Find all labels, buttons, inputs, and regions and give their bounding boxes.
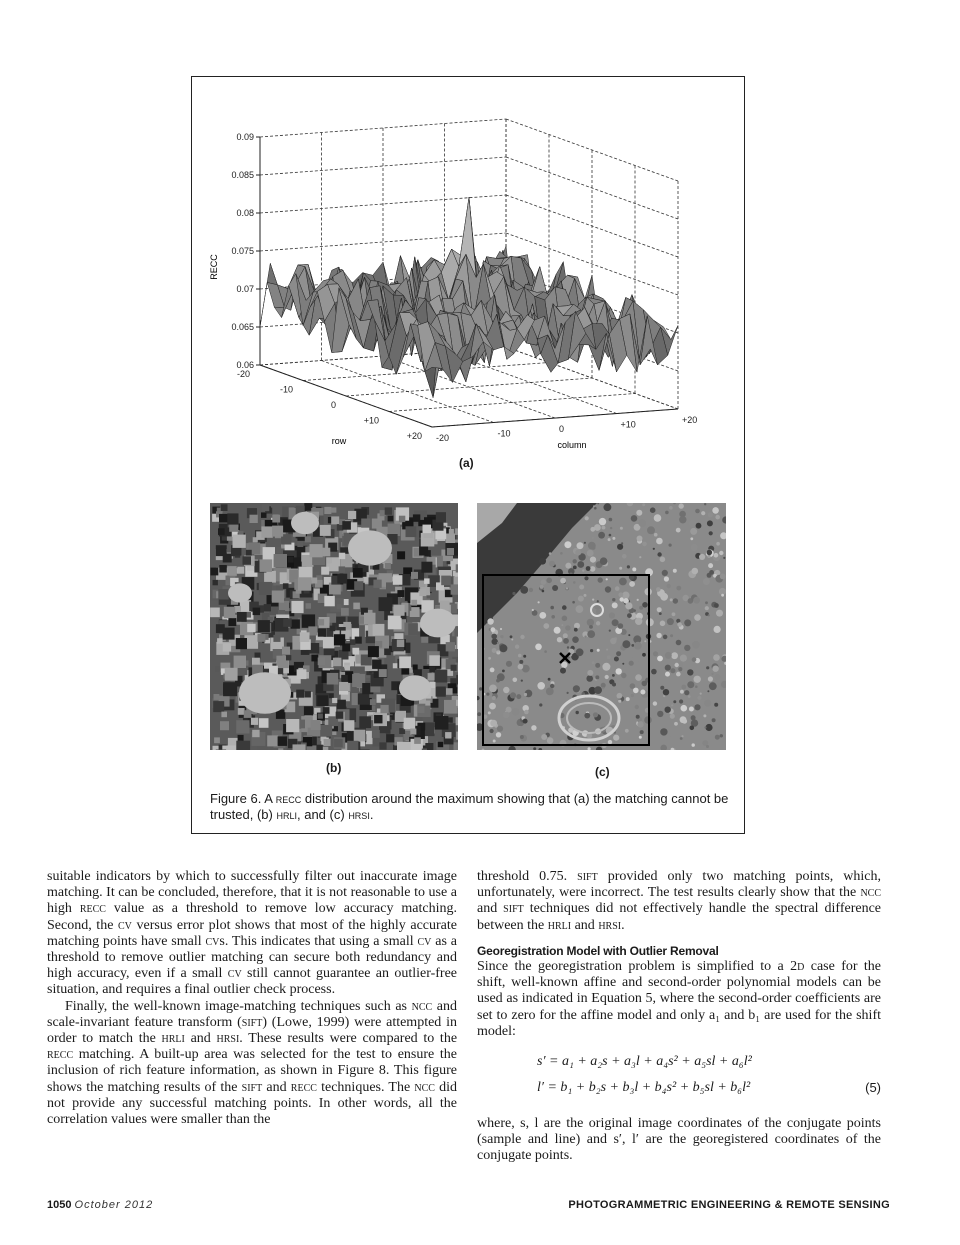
row-tick-label: +10 — [363, 415, 379, 426]
row-tick-label: +20 — [406, 431, 422, 441]
paragraph: Since the georegistration problem is simplified to a 2d case for the shift, well-known affine and second-order polynomial models can be used as indicated in Equation 5, where the second-order coefficients are set to zero for the affine model and only a₁ and b₁ are used for the shift model: — [477, 959, 882, 1039]
column-tick-label: +10 — [620, 419, 636, 430]
z-tick-label: 0.08 — [236, 208, 254, 218]
row-tick-label: 0 — [330, 400, 336, 410]
hrsi-image — [477, 503, 726, 750]
column-axis-label: column — [557, 440, 587, 450]
journal-name: PHOTOGRAMMETRIC ENGINEERING & REMOTE SENSING — [568, 1199, 890, 1211]
surface-mesh — [260, 197, 678, 398]
subfigure-b-label: (b) — [326, 761, 342, 775]
equation-5 — [477, 1048, 881, 1110]
paragraph: threshold 0.75. sift provided only two matching points, which, unfortunately, were incorrect. The test results clearly show that the ncc and sift techniques did not effectively handle the spectral difference between the hrli and hrsi. — [477, 869, 882, 933]
recc-surface-plot — [192, 77, 744, 477]
paragraph: Finally, the well-known image-matching techniques such as ncc and scale-invariant feature transform (sift) (Lowe, 1999) were attempted in order to match the hrli and hrsi. These results were compared to the recc matching. A built-up area was selected for the test to ensure the inclusion of rich feature information, as shown in Figure 8. This figure shows the matching results of the sift and recc techniques. The ncc did not provide any successful matching points. In other words, all the correlation values were smaller than the — [47, 998, 458, 1128]
z-tick-label: 0.09 — [236, 132, 254, 142]
z-tick-label: 0.07 — [236, 284, 254, 294]
column-tick-label: -20 — [436, 433, 450, 443]
row-axis-label: row — [331, 436, 347, 446]
equation-number: (5) — [865, 1080, 881, 1096]
section-heading: Georegistration Model with Outlier Removal — [477, 943, 719, 958]
equation-line-l: l′ = b₁ + b₂s + b₃l + b₄s² + b₅sl + b₆l² — [537, 1080, 751, 1096]
hrli-image — [210, 503, 458, 750]
left-column — [47, 869, 457, 1128]
paragraph: where, s, l are the original image coordinates of the conjugate points (sample and line) and s′, l′ are the georegistered coordinates of the conjugate points. — [477, 1116, 881, 1164]
subfigure-c-label: (c) — [595, 765, 610, 779]
paragraph: suitable indicators by which to successfully filter out inaccurate image matching. It can be concluded, therefore, that it is not reasonable to use a high recc value as a threshold to remove low accuracy matching. Second, the cv versus error plot shows that most of the highly accurate matching points have small cvs. This indicates that using a small cv as a threshold to remove outlier matching can secure both redundancy and high accuracy, even if a small cv still cannot guarantee an outlier-free situation, and requires a final outlier check process. — [47, 869, 458, 998]
row-tick-label: -20 — [236, 369, 250, 379]
z-tick-label: 0.065 — [231, 322, 254, 332]
column-tick-label: 0 — [559, 424, 565, 434]
row-tick-label: -10 — [279, 384, 293, 395]
column-tick-label: -10 — [497, 428, 511, 439]
issue-date: October 2012 — [74, 1199, 154, 1211]
equation-line-s: s′ = a₁ + a₂s + a₃l + a₄s² + a₅sl + a₆l² — [537, 1054, 752, 1070]
z-tick-label: 0.075 — [231, 246, 254, 256]
subfigure-a-label: (a) — [459, 456, 474, 470]
page-number: 1050 — [47, 1199, 72, 1211]
figure-caption: Figure 6. A recc distribution around the maximum showing that (a) the matching cannot be trusted, (b) hrli, and (c) hrsi. — [210, 791, 729, 822]
figure-6 — [191, 76, 745, 834]
z-axis-label: RECC — [209, 254, 219, 280]
column-tick-label: +20 — [682, 415, 698, 425]
z-tick-label: 0.085 — [231, 170, 254, 180]
right-column — [477, 869, 881, 1165]
page-footer-left — [47, 1199, 153, 1211]
z-tick-label: 0.06 — [236, 360, 254, 370]
